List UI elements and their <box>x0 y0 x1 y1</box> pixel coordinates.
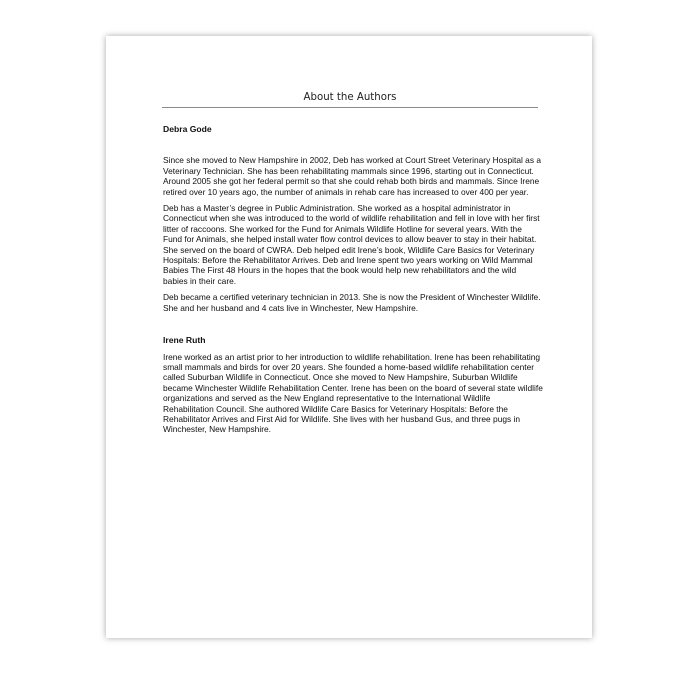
paragraph: Deb has a Master’s degree in Public Administration. She worked as a hospital administrator in Connecticut when she was introduced to the world of wildlife rehabilitation and fell in love with her first litter of raccoons. She worked for the Fund for Animals Wildlife Hotline for several years. With the Fund for Animals, she helped install water flow control devices to allow beaver to stay in their habitat. She served on the board of CWRA. Deb helped edit Irene’s book, Wildlife Care Basics for Veterinary Hospitals: Before the Rehabilitator Arrives. Deb and Irene spent two years working on Wild Mammal Babies The First 48 Hours in the hopes that the book would help new rehabilitators and the wild babies in their care. <box>163 203 540 286</box>
page-header: About the Authors <box>162 92 538 108</box>
author-name: Debra Gode <box>163 124 212 134</box>
paragraph: Since she moved to New Hampshire in 2002, Deb has worked at Court Street Veterinary Hospital as a Veterinary Technician. She has been rehabilitating mammals since 1996, starting out in Connecticut. Around 2005 she got her federal permit so that she could rehab both birds and mammals. Since Irene retired over 10 years ago, the number of animals in rehab care has increased to over 400 per year. <box>163 155 541 197</box>
author-section-debra <box>163 124 543 313</box>
paragraph: Deb became a certified veterinary technician in 2013. She is now the President of Winchester Wildlife. She and her husband and 4 cats live in Winchester, New Hampshire. <box>163 292 541 313</box>
author-section-irene <box>163 335 543 435</box>
document-page <box>106 36 592 638</box>
paragraph: Irene worked as an artist prior to her introduction to wildlife rehabilitation. Irene has been rehabilitating small mammals and birds for over 20 years. She founded a home-based wildlife rehabilitation center called Suburban Wildlife in Connecticut. Once she moved to New Hampshire, Suburban Wildlife became Winchester Wildlife Rehabilitation Center. Irene has been on the board of several state wildlife organizations and served as the New England representative to the International Wildlife Rehabilitation Council. She authored Wildlife Care Basics for Veterinary Hospitals: Before the Rehabilitator Arrives and First Aid for Wildlife. She lives with her husband Gus, and three pugs in Winchester, New Hampshire. <box>163 351 543 435</box>
page-content <box>163 124 543 435</box>
author-name: Irene Ruth <box>163 335 206 346</box>
